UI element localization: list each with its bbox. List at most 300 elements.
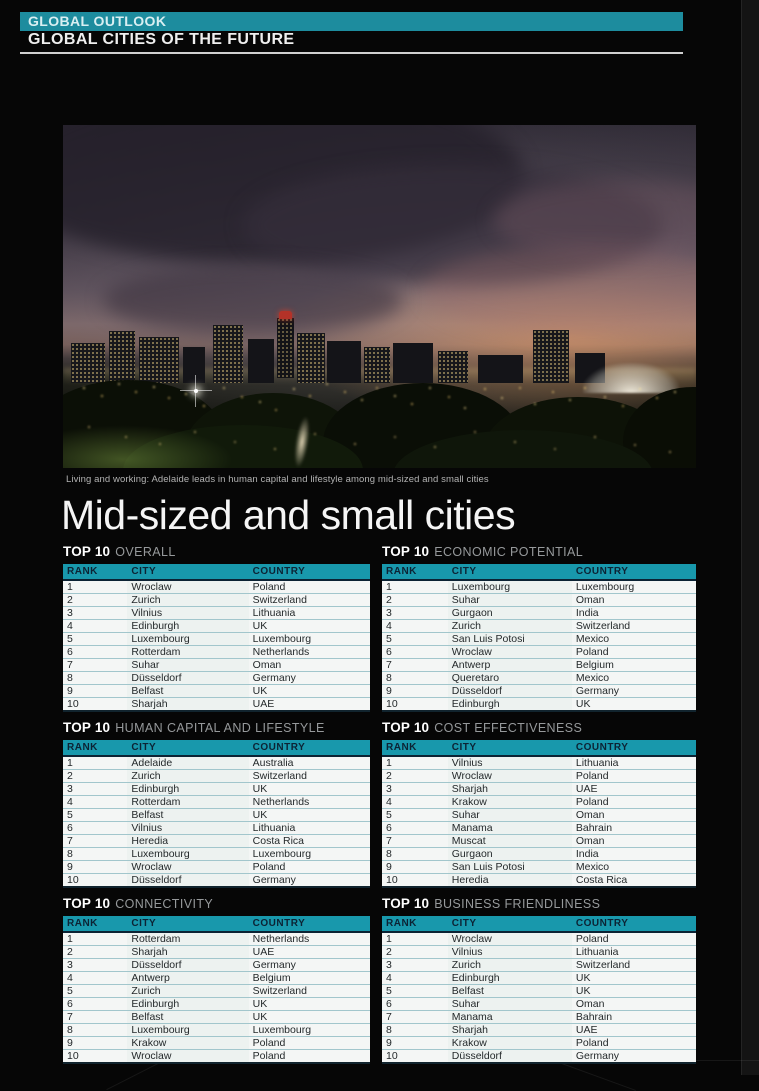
table-row: [382, 1050, 696, 1064]
city-cell: Belfast: [448, 985, 572, 998]
city-cell: Zurich: [448, 620, 572, 633]
table-row: [382, 580, 696, 594]
country-cell: UAE: [249, 698, 370, 712]
country-cell: Germany: [249, 959, 370, 972]
city-cell: Sharjah: [448, 783, 572, 796]
table-row: [382, 756, 696, 770]
country-cell: UAE: [249, 946, 370, 959]
table-title-top10: TOP 10: [382, 896, 430, 911]
country-cell: Germany: [572, 685, 696, 698]
country-cell: Germany: [572, 1050, 696, 1064]
city-cell: Edinburgh: [448, 972, 572, 985]
rank-table: [382, 916, 696, 1064]
country-cell: Netherlands: [249, 646, 370, 659]
rank-cell: 6: [382, 822, 448, 835]
country-cell: Costa Rica: [572, 874, 696, 888]
table-row: [382, 646, 696, 659]
rank-cell: 2: [382, 594, 448, 607]
rank-cell: 5: [382, 809, 448, 822]
table-row: [63, 685, 370, 698]
country-cell: UK: [249, 685, 370, 698]
city-cell: Luxembourg: [127, 633, 248, 646]
country-cell: Germany: [249, 874, 370, 888]
country-cell: Mexico: [572, 861, 696, 874]
building: [438, 351, 468, 383]
table-row: [63, 659, 370, 672]
cloud: [103, 265, 403, 335]
country-cell: Netherlands: [249, 932, 370, 946]
rank-cell: 8: [63, 848, 127, 861]
table-row: [63, 607, 370, 620]
rank-cell: 7: [63, 659, 127, 672]
city-cell: Rotterdam: [127, 932, 248, 946]
column-header-country: COUNTRY: [572, 740, 696, 756]
country-cell: Lithuania: [249, 607, 370, 620]
rank-cell: 2: [382, 946, 448, 959]
country-cell: Lithuania: [572, 946, 696, 959]
rank-cell: 9: [382, 685, 448, 698]
city-cell: Wroclaw: [448, 770, 572, 783]
city-lights: [63, 125, 65, 127]
rank-cell: 9: [63, 1037, 127, 1050]
city-cell: Luxembourg: [127, 1024, 248, 1037]
table-title-category: BUSINESS FRIENDLINESS: [434, 897, 601, 911]
tables-grid: [63, 543, 696, 1071]
city-cell: Krakow: [448, 1037, 572, 1050]
country-cell: India: [572, 848, 696, 861]
table-row: [63, 946, 370, 959]
country-cell: Luxembourg: [249, 633, 370, 646]
city-cell: Vilnius: [127, 607, 248, 620]
country-cell: Poland: [249, 1050, 370, 1064]
country-cell: UK: [249, 783, 370, 796]
rank-cell: 1: [63, 756, 127, 770]
section-title: Mid-sized and small cities: [61, 492, 516, 538]
table-row: [63, 646, 370, 659]
rank-table: [63, 740, 370, 888]
column-header-country: COUNTRY: [249, 916, 370, 932]
kicker: GLOBAL OUTLOOK: [20, 12, 683, 31]
city-cell: Suhar: [448, 809, 572, 822]
country-cell: UK: [249, 1011, 370, 1024]
table-title-category: ECONOMIC POTENTIAL: [434, 545, 584, 559]
country-cell: Mexico: [572, 672, 696, 685]
city-cell: Belfast: [127, 685, 248, 698]
city-cell: San Luis Potosi: [448, 633, 572, 646]
country-cell: Poland: [249, 580, 370, 594]
country-cell: Poland: [572, 1037, 696, 1050]
table-row: [382, 672, 696, 685]
table-connectivity: [63, 895, 370, 1071]
rank-cell: 8: [382, 672, 448, 685]
city-cell: Sharjah: [127, 698, 248, 712]
country-cell: Luxembourg: [249, 848, 370, 861]
rank-cell: 1: [382, 756, 448, 770]
table-row: [63, 796, 370, 809]
table-title-top10: TOP 10: [63, 544, 111, 559]
city-cell: Suhar: [448, 594, 572, 607]
column-header-rank: RANK: [382, 916, 448, 932]
rank-cell: 8: [382, 848, 448, 861]
rank-cell: 10: [382, 698, 448, 712]
country-cell: UK: [572, 972, 696, 985]
table-row: [382, 822, 696, 835]
table-human-capital-lifestyle: [63, 719, 370, 895]
rank-cell: 6: [63, 646, 127, 659]
column-header-city: CITY: [448, 916, 572, 932]
country-cell: UK: [572, 985, 696, 998]
city-cell: Zurich: [127, 594, 248, 607]
city-cell: Rotterdam: [127, 646, 248, 659]
country-cell: Netherlands: [249, 796, 370, 809]
country-cell: Poland: [249, 861, 370, 874]
light-flare: [194, 389, 198, 393]
table-cost-effectiveness: [382, 719, 696, 895]
city-cell: Wroclaw: [448, 646, 572, 659]
building: [364, 347, 390, 383]
column-header-rank: RANK: [63, 916, 127, 932]
rank-cell: 2: [63, 594, 127, 607]
country-cell: Oman: [249, 659, 370, 672]
building: [71, 343, 105, 383]
city-cell: San Luis Potosi: [448, 861, 572, 874]
column-header-rank: RANK: [63, 564, 127, 580]
table-row: [63, 835, 370, 848]
table-row: [63, 594, 370, 607]
rank-cell: 5: [63, 633, 127, 646]
table-row: [63, 1050, 370, 1064]
country-cell: Bahrain: [572, 1011, 696, 1024]
rank-cell: 3: [382, 959, 448, 972]
country-cell: Oman: [572, 835, 696, 848]
city-cell: Düsseldorf: [448, 685, 572, 698]
rank-cell: 2: [63, 770, 127, 783]
country-cell: Germany: [249, 672, 370, 685]
city-cell: Manama: [448, 822, 572, 835]
building: [393, 343, 433, 383]
table-row: [382, 985, 696, 998]
country-cell: Bahrain: [572, 822, 696, 835]
city-cell: Düsseldorf: [127, 672, 248, 685]
country-cell: Lithuania: [572, 756, 696, 770]
rank-cell: 5: [382, 633, 448, 646]
table-row: [382, 861, 696, 874]
country-cell: Oman: [572, 594, 696, 607]
table-row: [63, 861, 370, 874]
rank-cell: 5: [63, 809, 127, 822]
building: [109, 331, 135, 383]
column-header-city: CITY: [448, 740, 572, 756]
rank-cell: 2: [382, 770, 448, 783]
table-row: [63, 848, 370, 861]
table-row: [63, 580, 370, 594]
rank-cell: 7: [382, 835, 448, 848]
country-cell: Costa Rica: [249, 835, 370, 848]
right-edge-strip: [741, 0, 759, 1075]
city-cell: Vilnius: [448, 946, 572, 959]
column-header-rank: RANK: [382, 564, 448, 580]
rank-cell: 3: [63, 607, 127, 620]
building: [327, 341, 361, 383]
table-title-category: COST EFFECTIVENESS: [434, 721, 583, 735]
rank-table: [63, 564, 370, 712]
building: [297, 333, 325, 383]
table-title: [382, 895, 696, 913]
country-cell: UAE: [572, 783, 696, 796]
rank-cell: 9: [382, 861, 448, 874]
city-cell: Vilnius: [127, 822, 248, 835]
rank-cell: 1: [382, 932, 448, 946]
header-title: GLOBAL CITIES OF THE FUTURE: [20, 31, 683, 54]
city-cell: Belfast: [127, 1011, 248, 1024]
city-cell: Edinburgh: [127, 998, 248, 1011]
rank-cell: 4: [382, 620, 448, 633]
table-row: [382, 607, 696, 620]
table-row: [63, 1037, 370, 1050]
building: [183, 347, 205, 383]
table-row: [382, 685, 696, 698]
table-row: [382, 620, 696, 633]
table-title: [63, 895, 370, 913]
country-cell: UK: [249, 809, 370, 822]
table-row: [382, 594, 696, 607]
city-cell: Sharjah: [127, 946, 248, 959]
building: [139, 337, 179, 383]
table-row: [382, 1037, 696, 1050]
table-header-row: [63, 916, 370, 932]
rank-cell: 3: [382, 783, 448, 796]
building: [478, 355, 523, 383]
city-cell: Adelaide: [127, 756, 248, 770]
table-row: [63, 1024, 370, 1037]
country-cell: Lithuania: [249, 822, 370, 835]
rank-cell: 8: [63, 672, 127, 685]
table-row: [63, 770, 370, 783]
rank-cell: 7: [382, 659, 448, 672]
table-row: [63, 809, 370, 822]
rank-cell: 6: [63, 822, 127, 835]
table-row: [63, 874, 370, 888]
city-cell: Wroclaw: [127, 580, 248, 594]
table-row: [382, 835, 696, 848]
rank-cell: 9: [63, 861, 127, 874]
table-row: [382, 932, 696, 946]
table-row: [63, 959, 370, 972]
country-cell: Australia: [249, 756, 370, 770]
city-cell: Edinburgh: [448, 698, 572, 712]
city-cell: Heredia: [448, 874, 572, 888]
country-cell: Luxembourg: [572, 580, 696, 594]
city-cell: Luxembourg: [448, 580, 572, 594]
table-row: [382, 972, 696, 985]
rank-cell: 10: [63, 698, 127, 712]
building: [248, 339, 274, 383]
rank-cell: 10: [63, 874, 127, 888]
table-row: [382, 959, 696, 972]
city-cell: Suhar: [448, 998, 572, 1011]
rank-cell: 4: [63, 620, 127, 633]
rank-cell: 7: [63, 1011, 127, 1024]
city-cell: Rotterdam: [127, 796, 248, 809]
rank-cell: 3: [63, 959, 127, 972]
table-title-category: HUMAN CAPITAL AND LIFESTYLE: [115, 721, 325, 735]
table-row: [382, 783, 696, 796]
table-row: [63, 985, 370, 998]
table-row: [63, 756, 370, 770]
table-title-top10: TOP 10: [63, 896, 111, 911]
city-cell: Heredia: [127, 835, 248, 848]
table-overall: [63, 543, 370, 719]
rank-cell: 10: [382, 1050, 448, 1064]
rank-cell: 8: [63, 1024, 127, 1037]
table-row: [63, 972, 370, 985]
table-title: [382, 543, 696, 561]
city-cell: Antwerp: [448, 659, 572, 672]
city-cell: Sharjah: [448, 1024, 572, 1037]
rank-cell: 1: [63, 580, 127, 594]
country-cell: Poland: [572, 646, 696, 659]
country-cell: UK: [249, 620, 370, 633]
city-cell: Gurgaon: [448, 607, 572, 620]
column-header-city: CITY: [448, 564, 572, 580]
adelaide-skyline-photo: [63, 125, 696, 468]
city-cell: Zurich: [448, 959, 572, 972]
rank-cell: 5: [63, 985, 127, 998]
column-header-country: COUNTRY: [249, 564, 370, 580]
photo-caption: Living and working: Adelaide leads in human capital and lifestyle among mid-sized and small cities: [66, 474, 489, 485]
country-cell: Switzerland: [249, 985, 370, 998]
rank-cell: 6: [382, 998, 448, 1011]
table-row: [382, 633, 696, 646]
column-header-rank: RANK: [382, 740, 448, 756]
table-row: [382, 1024, 696, 1037]
table-header-row: [382, 740, 696, 756]
country-cell: Belgium: [572, 659, 696, 672]
table-row: [382, 874, 696, 888]
table-header-row: [382, 916, 696, 932]
rank-cell: 6: [382, 646, 448, 659]
city-cell: Zurich: [127, 985, 248, 998]
table-row: [63, 998, 370, 1011]
city-cell: Wroclaw: [448, 932, 572, 946]
rank-cell: 3: [63, 783, 127, 796]
rank-cell: 4: [382, 796, 448, 809]
rank-cell: 1: [382, 580, 448, 594]
country-cell: Belgium: [249, 972, 370, 985]
table-row: [382, 659, 696, 672]
city-cell: Muscat: [448, 835, 572, 848]
city-cell: Edinburgh: [127, 783, 248, 796]
table-row: [382, 946, 696, 959]
city-cell: Luxembourg: [127, 848, 248, 861]
table-row: [63, 698, 370, 712]
country-cell: UAE: [572, 1024, 696, 1037]
table-header-row: [382, 564, 696, 580]
country-cell: Switzerland: [249, 770, 370, 783]
building: [533, 330, 569, 383]
table-row: [382, 848, 696, 861]
rank-cell: 8: [382, 1024, 448, 1037]
city-cell: Vilnius: [448, 756, 572, 770]
country-cell: Poland: [572, 796, 696, 809]
column-header-city: CITY: [127, 564, 248, 580]
table-title-category: CONNECTIVITY: [115, 897, 214, 911]
city-cell: Manama: [448, 1011, 572, 1024]
rank-cell: 7: [382, 1011, 448, 1024]
table-title: [63, 719, 370, 737]
city-cell: Belfast: [127, 809, 248, 822]
rank-table: [382, 740, 696, 888]
city-cell: Krakow: [448, 796, 572, 809]
country-cell: Switzerland: [572, 620, 696, 633]
city-cell: Zurich: [127, 770, 248, 783]
table-row: [63, 672, 370, 685]
rank-cell: 5: [382, 985, 448, 998]
rank-table: [382, 564, 696, 712]
city-cell: Gurgaon: [448, 848, 572, 861]
column-header-country: COUNTRY: [572, 564, 696, 580]
country-cell: Oman: [572, 998, 696, 1011]
park-lawn: [63, 425, 233, 468]
country-cell: Poland: [572, 770, 696, 783]
rank-cell: 4: [63, 972, 127, 985]
city-cell: Antwerp: [127, 972, 248, 985]
rank-table: [63, 916, 370, 1064]
table-row: [382, 770, 696, 783]
country-cell: Switzerland: [572, 959, 696, 972]
table-row: [382, 809, 696, 822]
country-cell: Switzerland: [249, 594, 370, 607]
rank-cell: 10: [382, 874, 448, 888]
table-row: [63, 620, 370, 633]
city-cell: Krakow: [127, 1037, 248, 1050]
table-row: [63, 932, 370, 946]
city-cell: Düsseldorf: [127, 959, 248, 972]
rank-cell: 9: [63, 685, 127, 698]
red-beacon-tower: [277, 318, 294, 378]
table-title: [382, 719, 696, 737]
table-row: [382, 998, 696, 1011]
table-title-top10: TOP 10: [382, 720, 430, 735]
column-header-city: CITY: [127, 740, 248, 756]
city-cell: Düsseldorf: [127, 874, 248, 888]
table-business-friendliness: [382, 895, 696, 1071]
table-row: [63, 822, 370, 835]
table-title-category: OVERALL: [115, 545, 176, 559]
city-cell: Düsseldorf: [448, 1050, 572, 1064]
city-cell: Edinburgh: [127, 620, 248, 633]
country-cell: Oman: [572, 809, 696, 822]
country-cell: India: [572, 607, 696, 620]
country-cell: UK: [249, 998, 370, 1011]
table-economic-potential: [382, 543, 696, 719]
rank-cell: 4: [63, 796, 127, 809]
table-header-row: [63, 740, 370, 756]
rank-cell: 7: [63, 835, 127, 848]
rank-cell: 2: [63, 946, 127, 959]
table-row: [63, 633, 370, 646]
table-row: [63, 1011, 370, 1024]
city-cell: Queretaro: [448, 672, 572, 685]
table-row: [382, 796, 696, 809]
table-title: [63, 543, 370, 561]
rank-cell: 9: [382, 1037, 448, 1050]
rank-cell: 10: [63, 1050, 127, 1064]
rank-cell: 1: [63, 932, 127, 946]
rank-cell: 4: [382, 972, 448, 985]
city-cell: Wroclaw: [127, 861, 248, 874]
table-header-row: [63, 564, 370, 580]
